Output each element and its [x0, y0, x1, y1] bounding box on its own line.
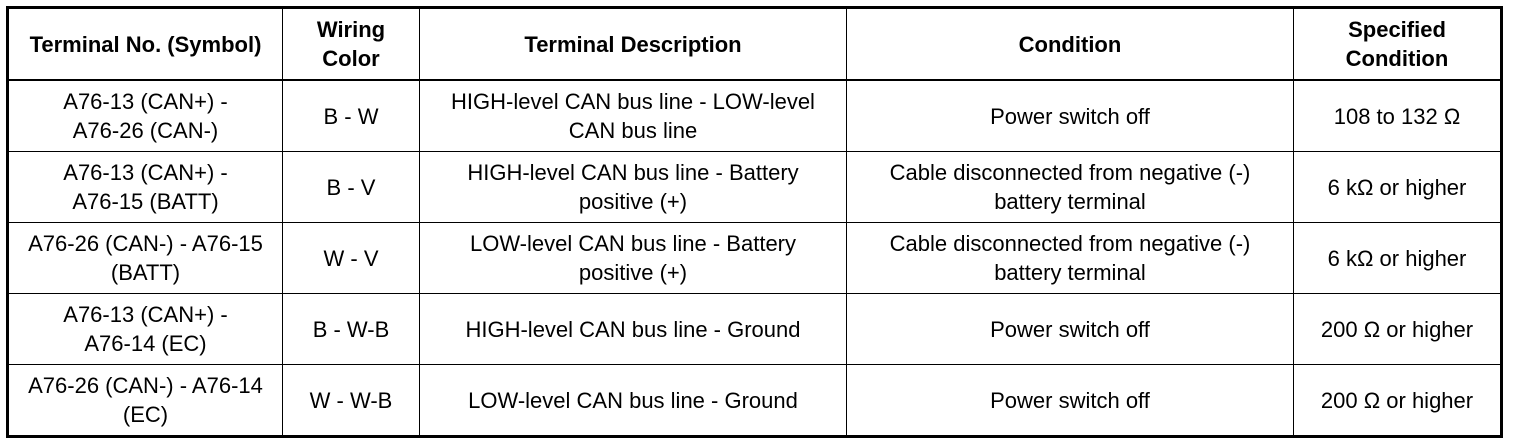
header-condition: Condition — [847, 8, 1294, 81]
header-terminal-description: Terminal Description — [420, 8, 847, 81]
table-body — [8, 80, 1502, 437]
table-row — [8, 365, 1502, 437]
table-row — [8, 294, 1502, 365]
cell-wiring-color: W - W-B — [283, 365, 420, 437]
cell-specified: 6 kΩ or higher — [1294, 152, 1502, 223]
cell-description: LOW-level CAN bus line - Battery positive (+) — [420, 223, 847, 294]
cell-terminal: A76-26 (CAN-) - A76-15 (BATT) — [8, 223, 283, 294]
cell-terminal: A76-13 (CAN+) - A76-26 (CAN-) — [8, 80, 283, 152]
cell-description: HIGH-level CAN bus line - LOW-level CAN bus line — [420, 80, 847, 152]
header-wiring-color: Wiring Color — [283, 8, 420, 81]
cell-condition: Cable disconnected from negative (-) battery terminal — [847, 152, 1294, 223]
cell-wiring-color: B - W — [283, 80, 420, 152]
cell-terminal: A76-26 (CAN-) - A76-14 (EC) — [8, 365, 283, 437]
header-row — [8, 8, 1502, 81]
cell-specified: 200 Ω or higher — [1294, 365, 1502, 437]
cell-specified: 108 to 132 Ω — [1294, 80, 1502, 152]
cell-condition: Power switch off — [847, 80, 1294, 152]
cell-condition: Power switch off — [847, 365, 1294, 437]
cell-wiring-color: B - W-B — [283, 294, 420, 365]
cell-terminal: A76-13 (CAN+) - A76-15 (BATT) — [8, 152, 283, 223]
cell-wiring-color: W - V — [283, 223, 420, 294]
cell-description: HIGH-level CAN bus line - Ground — [420, 294, 847, 365]
table-header — [8, 8, 1502, 81]
cell-specified: 6 kΩ or higher — [1294, 223, 1502, 294]
cell-wiring-color: B - V — [283, 152, 420, 223]
header-terminal-no: Terminal No. (Symbol) — [8, 8, 283, 81]
cell-specified: 200 Ω or higher — [1294, 294, 1502, 365]
header-specified-condition: Specified Condition — [1294, 8, 1502, 81]
cell-condition: Power switch off — [847, 294, 1294, 365]
cell-terminal: A76-13 (CAN+) - A76-14 (EC) — [8, 294, 283, 365]
spec-table-container — [6, 6, 1503, 438]
table-row — [8, 223, 1502, 294]
terminal-spec-table — [6, 6, 1503, 438]
cell-condition: Cable disconnected from negative (-) battery terminal — [847, 223, 1294, 294]
table-row — [8, 152, 1502, 223]
cell-description: HIGH-level CAN bus line - Battery positive (+) — [420, 152, 847, 223]
cell-description: LOW-level CAN bus line - Ground — [420, 365, 847, 437]
table-row — [8, 80, 1502, 152]
